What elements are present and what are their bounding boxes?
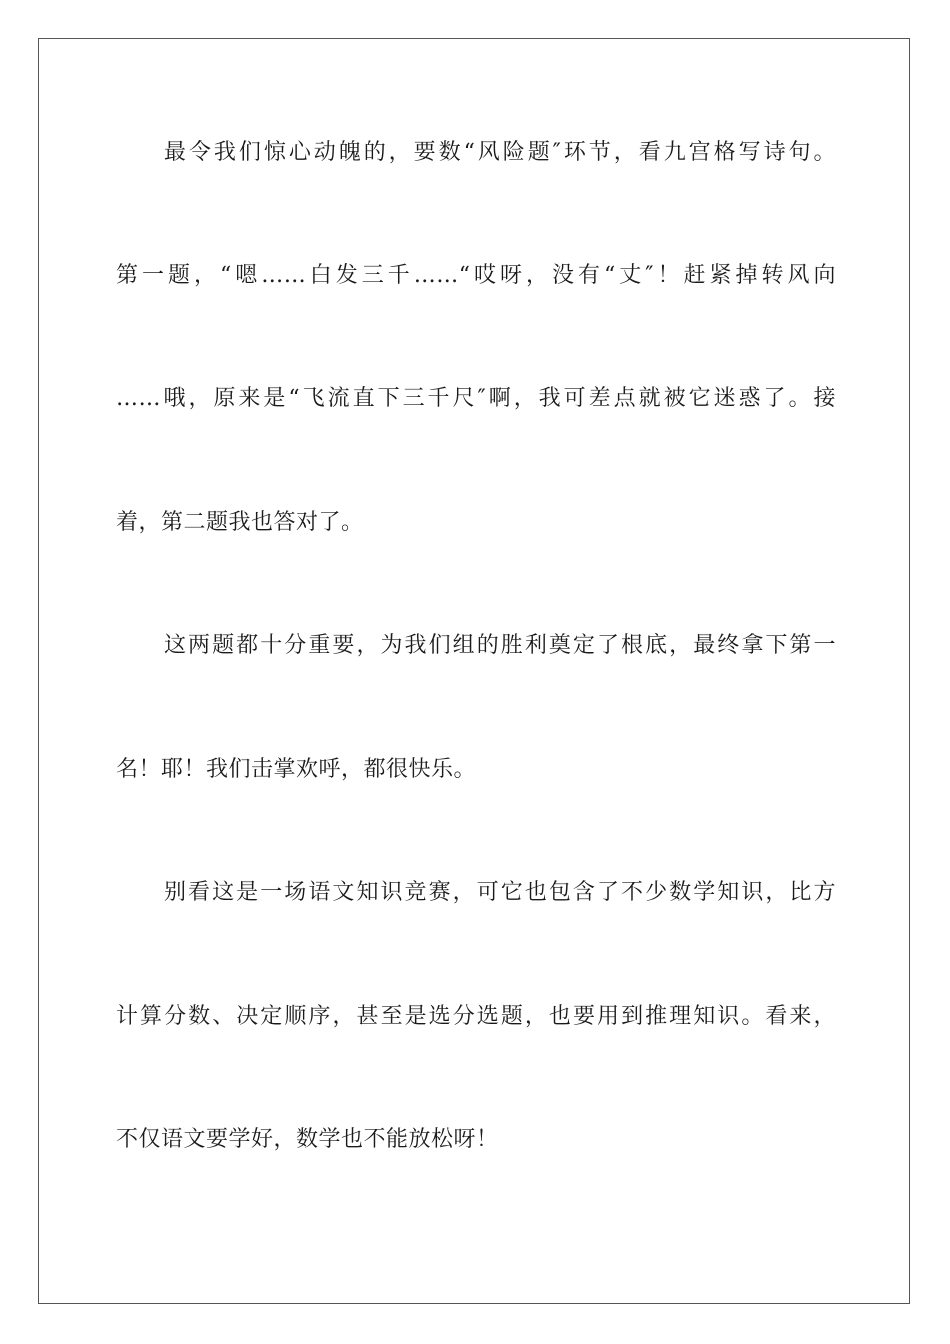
page-frame: [38, 38, 910, 1304]
text-line: 着，第二题我也答对了。: [116, 510, 364, 535]
text-line: ……哦，原来是“飞流直下三千尺″啊，我可差点就被它迷惑了。接: [116, 386, 836, 411]
text-line: 第一题，“嗯……白发三千……“哎呀，没有“丈″！赶紧掉转风向: [116, 263, 836, 288]
text-line: 名！耶！我们击掌欢呼，都很快乐。: [116, 757, 477, 782]
text-line: 不仅语文要学好，数学也不能放松呀！: [116, 1127, 499, 1152]
text-line: 最令我们惊心动魄的，要数“风险题″环节，看九宫格写诗句。: [164, 140, 836, 165]
text-line: 这两题都十分重要，为我们组的胜利奠定了根底，最终拿下第一: [164, 633, 836, 658]
text-line: 别看这是一场语文知识竞赛，可它也包含了不少数学知识，比方: [164, 880, 836, 905]
text-line: 计算分数、决定顺序，甚至是选分选题，也要用到推理知识。看来，: [116, 1004, 836, 1029]
